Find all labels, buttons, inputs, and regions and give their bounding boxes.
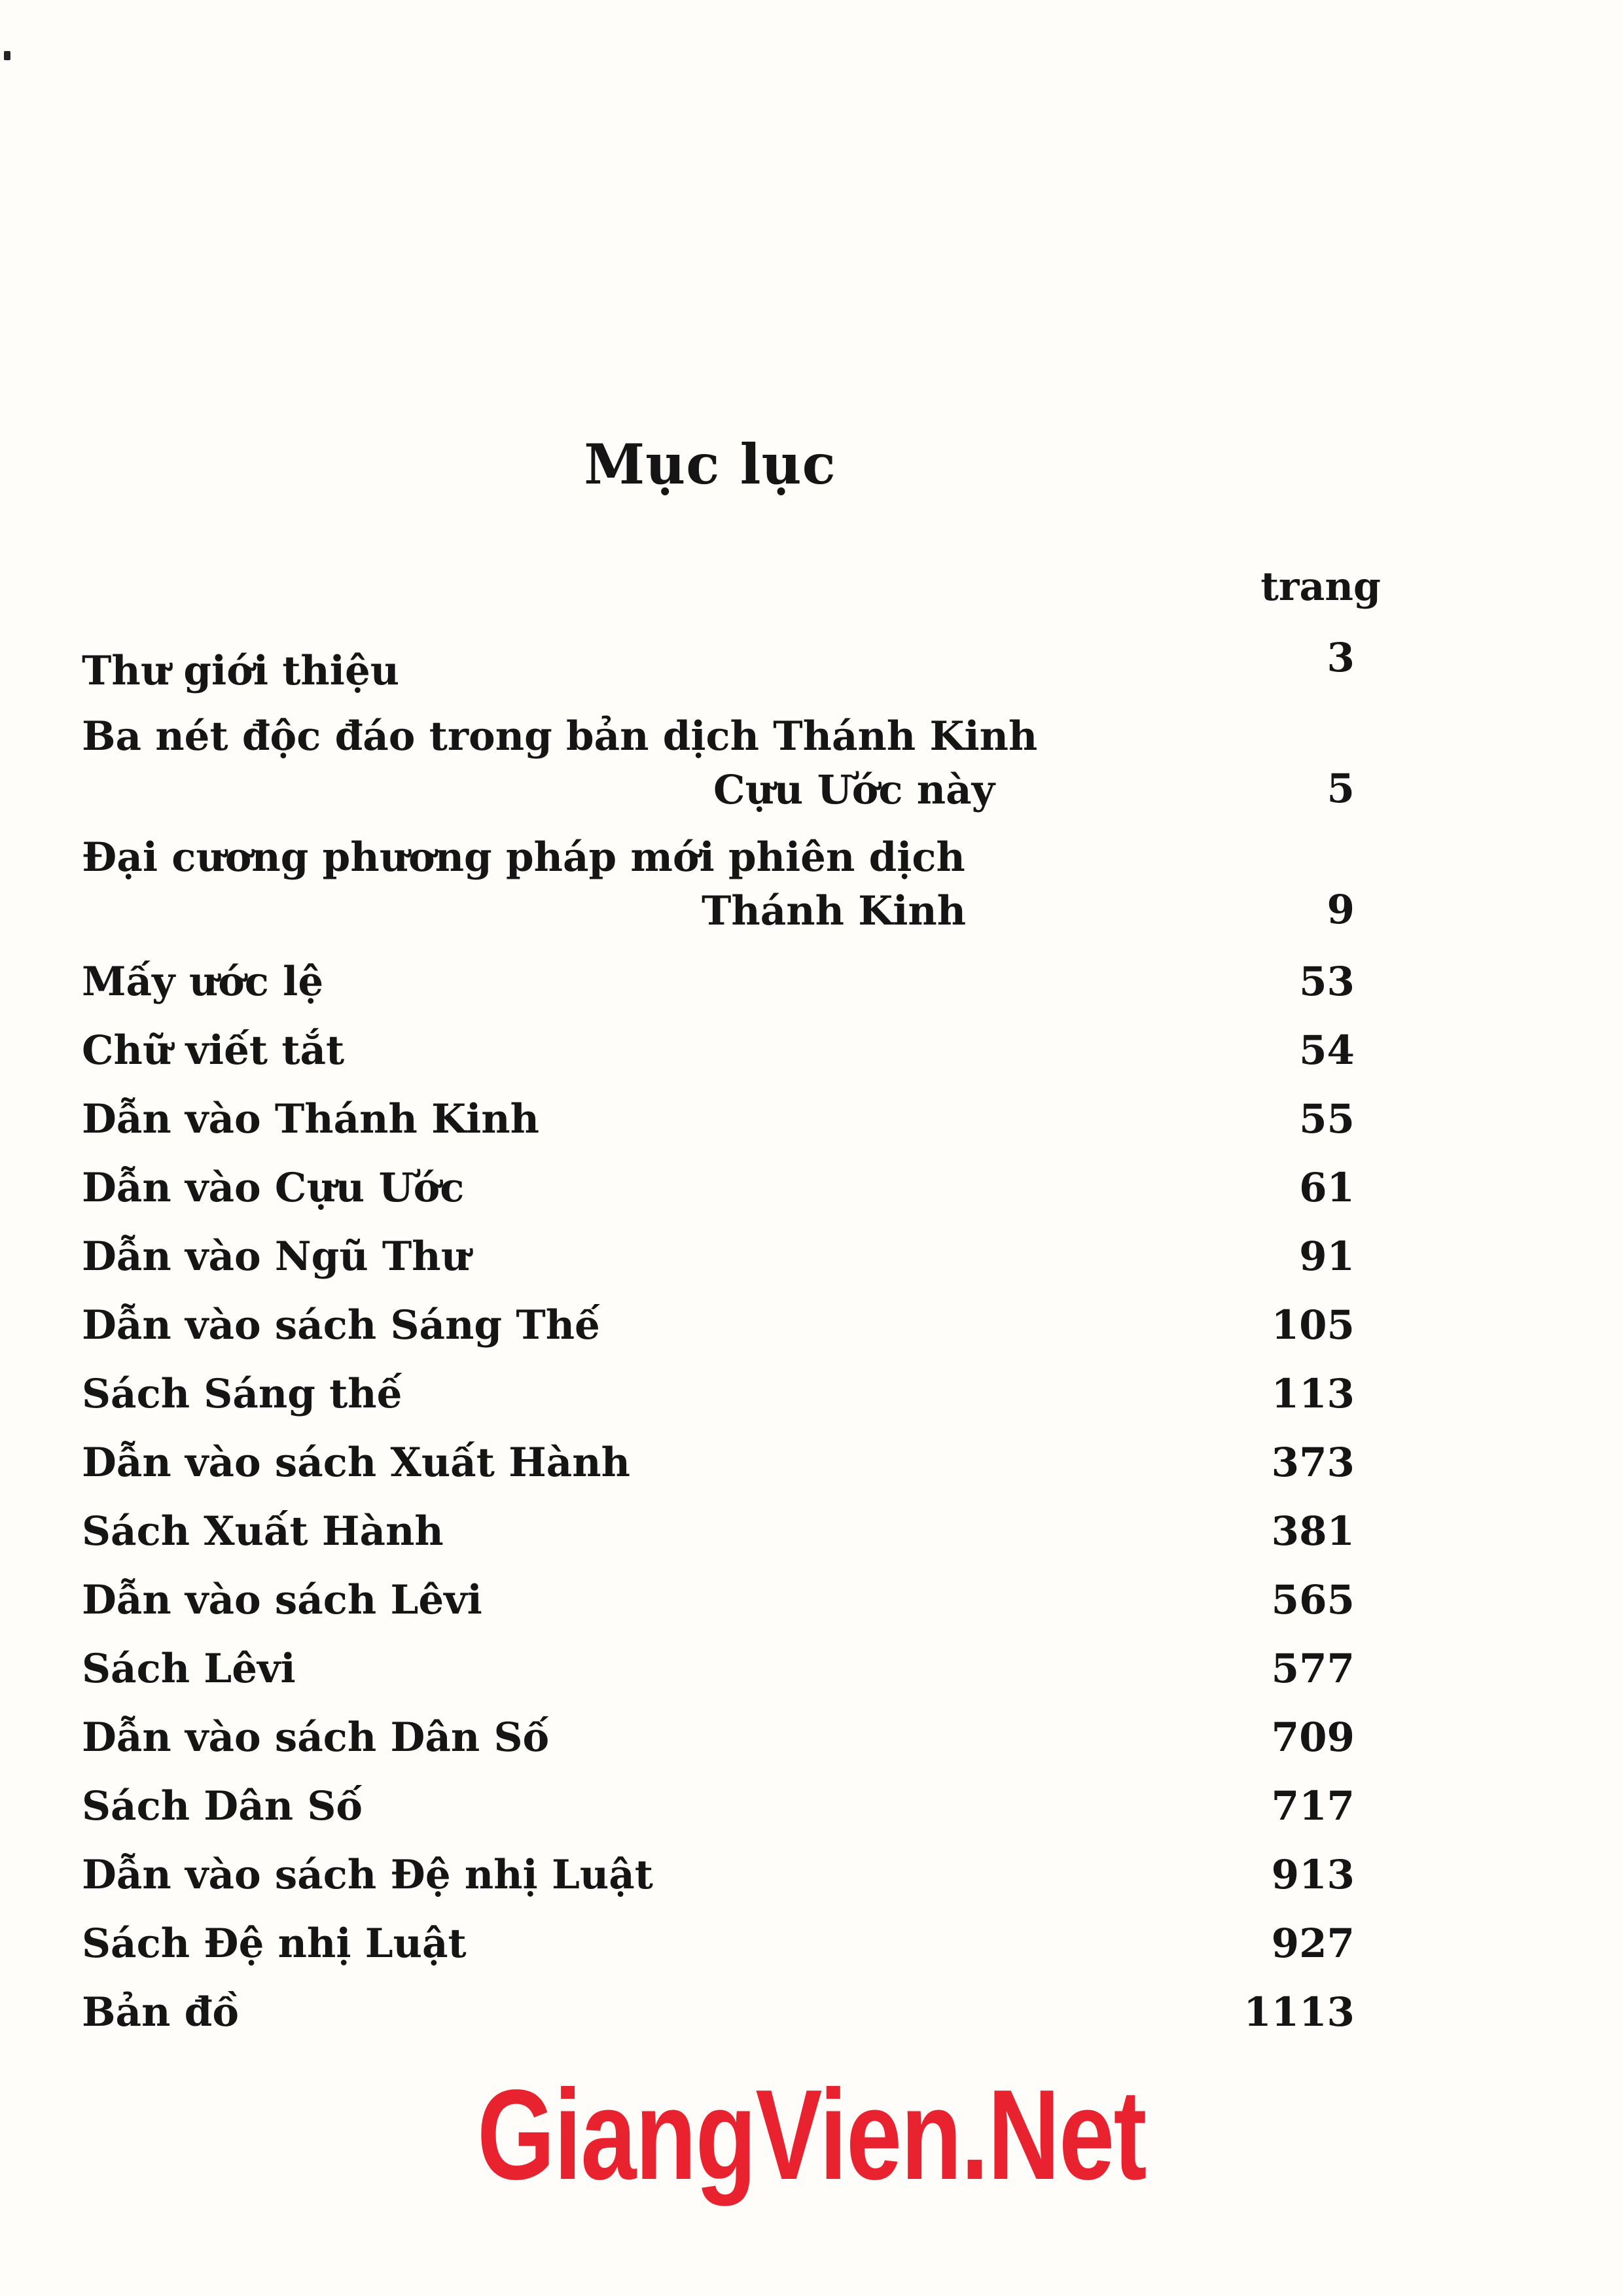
toc-entry-title: Sách Xuất Hành: [82, 1508, 444, 1555]
toc-entry-page-number: 55: [1299, 1096, 1355, 1142]
toc-entry-title: Dẫn vào sách Dân Số: [82, 1714, 550, 1761]
toc-entry-page-number: 54: [1299, 1027, 1355, 1074]
toc-entry-title: Thư giới thiệu: [82, 648, 400, 694]
toc-entry-page-number: 1113: [1243, 1989, 1355, 2036]
toc-entry-page-number: 927: [1271, 1920, 1355, 1967]
toc-entry-title-continued: Thánh Kinh: [702, 888, 967, 934]
toc-entry-page-number: 565: [1271, 1577, 1355, 1623]
toc-entry-page-number: 61: [1299, 1165, 1355, 1211]
toc-entry-title: Sách Dân Số: [82, 1783, 363, 1829]
toc-entry-title: Sách Lêvi: [82, 1646, 296, 1692]
toc-entry-page-number: 91: [1299, 1233, 1355, 1280]
toc-entry-title: Dẫn vào Cựu Ước: [82, 1165, 465, 1211]
toc-entry-title: Dẫn vào sách Xuất Hành: [82, 1439, 630, 1486]
scan-mark: [4, 51, 10, 60]
toc-entry-page-number: 577: [1271, 1646, 1355, 1692]
toc-entry-page-number: 3: [1327, 635, 1355, 681]
toc-entry-title: Mấy ước lệ: [82, 959, 324, 1005]
page-column-header: trang: [1260, 564, 1381, 610]
toc-entry-page-number: 913: [1271, 1852, 1355, 1898]
toc-entry-title-continued: Cựu Ước này: [713, 767, 995, 813]
toc-entry-page-number: 717: [1271, 1783, 1355, 1829]
toc-entry-page-number: 373: [1271, 1439, 1355, 1486]
toc-entry-page-number: 381: [1271, 1508, 1355, 1555]
toc-entry-title: Dẫn vào Thánh Kinh: [82, 1096, 539, 1142]
toc-entry-page-number: 5: [1327, 766, 1355, 812]
toc-entry-page-number: 113: [1271, 1371, 1355, 1417]
toc-entry-title: Đại cương phương pháp mới phiên dịch: [82, 834, 965, 881]
toc-entry-title: Sách Sáng thế: [82, 1371, 402, 1417]
page-title: Mục lục: [584, 432, 836, 497]
toc-entry-title: Ba nét độc đáo trong bản dịch Thánh Kinh: [82, 713, 1038, 760]
toc-entry-page-number: 105: [1271, 1302, 1355, 1349]
toc-entry-title: Sách Đệ nhị Luật: [82, 1920, 467, 1967]
toc-entry-title: Dẫn vào sách Sáng Thế: [82, 1302, 600, 1349]
toc-entry-page-number: 709: [1271, 1714, 1355, 1761]
toc-entry-title: Bản đồ: [82, 1989, 240, 2036]
toc-entry-title: Chữ viết tắt: [82, 1027, 345, 1074]
toc-entry-page-number: 53: [1299, 959, 1355, 1005]
toc-entry-title: Dẫn vào sách Đệ nhị Luật: [82, 1852, 653, 1898]
toc-entry-title: Dẫn vào Ngũ Thư: [82, 1233, 470, 1280]
toc-entry-page-number: 9: [1327, 887, 1355, 933]
watermark: GiangVien.Net: [477, 2063, 1146, 2206]
toc-entry-title: Dẫn vào sách Lêvi: [82, 1577, 482, 1623]
